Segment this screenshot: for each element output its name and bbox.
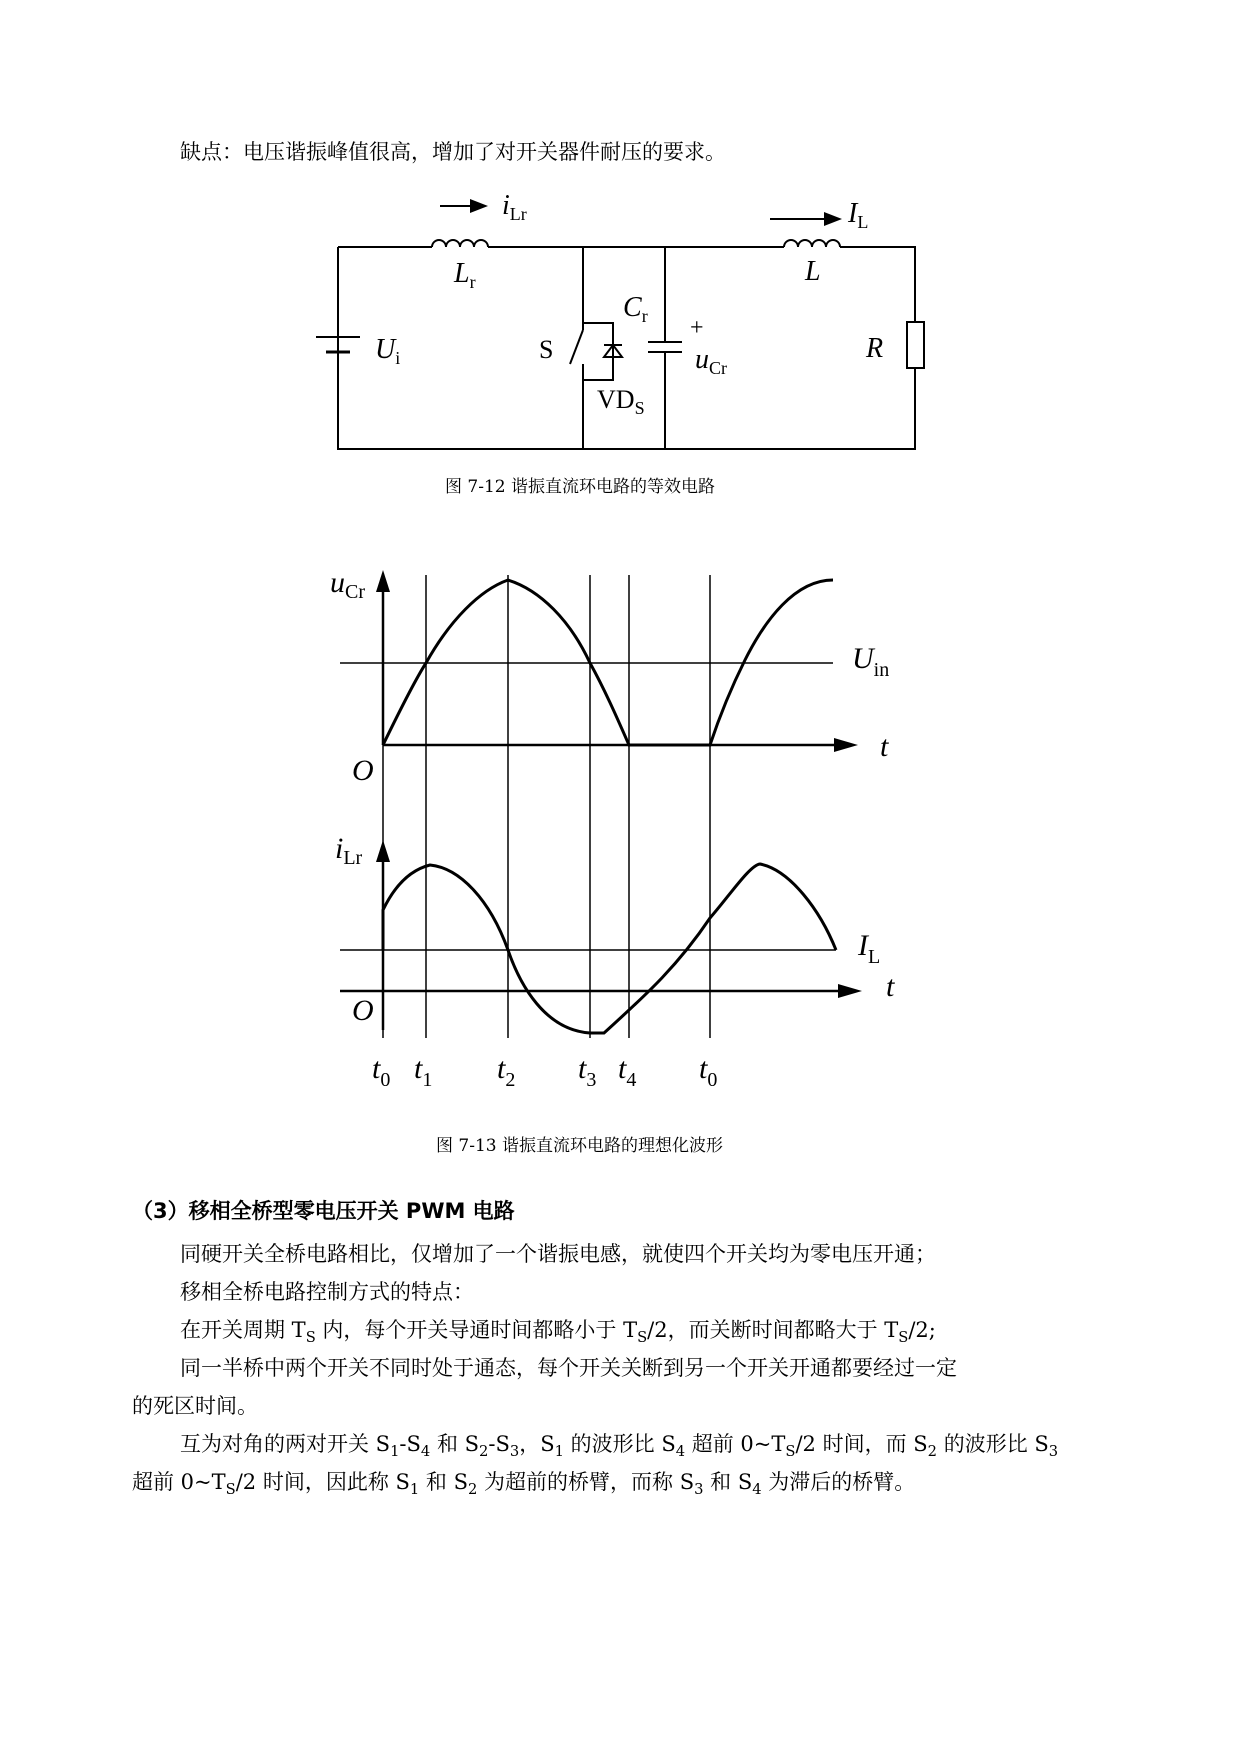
caption-fig13: 图 7-13 谐振直流环电路的理想化波形 bbox=[436, 1136, 723, 1156]
label-l: L bbox=[805, 256, 821, 287]
label-s: S bbox=[539, 335, 554, 364]
label-cr: $C_r$ bbox=[623, 292, 648, 326]
top-origin: O bbox=[352, 754, 374, 787]
label-plus: + bbox=[690, 315, 704, 341]
paragraph-5-line-1: 互为对角的两对开关 $S_1-S_4$ 和 $S_2-S_3$，$S_1$ 的波形比 $S_4$ 超前 $0\sim T_S/2$ 时间，而 $S_2$ 的波形比 $S_3$ bbox=[180, 1432, 1059, 1461]
wire-left bbox=[338, 247, 915, 449]
inductor-l bbox=[784, 240, 840, 247]
label-ucr: $u_{Cr}$ bbox=[695, 344, 727, 378]
arrow-x-bottom bbox=[838, 984, 862, 998]
label-il: $I_L$ bbox=[848, 198, 869, 232]
tick-label-t2: $t_2$ bbox=[497, 1052, 516, 1091]
inductor-lr bbox=[432, 240, 488, 247]
switch-s bbox=[570, 330, 583, 364]
label-ilr: $i_{Lr}$ bbox=[502, 190, 527, 224]
label-vds: $VD_S$ bbox=[597, 385, 645, 418]
paragraph-3: 在开关周期 $T_S$ 内，每个开关导通时间都略小于 $T_S/2$，而关断时间都略大于 $T_S/2$; bbox=[180, 1318, 936, 1347]
top-xlabel: t bbox=[880, 730, 889, 763]
tick-label-t0b: $t_0$ bbox=[699, 1052, 718, 1091]
waveform-diagram bbox=[0, 560, 1241, 1140]
tick-label-t0: $t_0$ bbox=[372, 1052, 391, 1091]
paragraph-5-line-2: 超前 $0\sim T_S/2$ 时间，因此称 $S_1$ 和 $S_2$ 为超前的桥臂，而称 $S_3$ 和 $S_4$ 为滞后的桥臂。 bbox=[132, 1470, 916, 1499]
wire-top-right bbox=[840, 247, 915, 322]
label-ui: $U_i$ bbox=[375, 334, 401, 368]
bottom-xlabel: t bbox=[886, 970, 895, 1003]
bottom-ylabel: $i_{Lr}$ bbox=[335, 832, 363, 869]
top-ylabel: $u_{Cr}$ bbox=[330, 566, 365, 603]
paragraph-1: 同硬开关全桥电路相比，仅增加了一个谐振电感，就使四个开关均为零电压开通； bbox=[180, 1242, 936, 1266]
paragraph-4-line-2: 的死区时间。 bbox=[132, 1394, 258, 1418]
caption-fig12: 图 7-12 谐振直流环电路的等效电路 bbox=[445, 477, 715, 497]
arrow-y-bottom bbox=[376, 840, 390, 862]
top-level-label: $U_{in}$ bbox=[852, 642, 890, 681]
resistor-r bbox=[907, 322, 924, 368]
paragraph-4-line-1: 同一半桥中两个开关不同时处于通态，每个开关关断到另一个开关开通都要经过一定 bbox=[180, 1356, 957, 1380]
label-r: R bbox=[866, 333, 884, 364]
arrow-y-top bbox=[376, 570, 390, 592]
paragraph-2: 移相全桥电路控制方式的特点： bbox=[180, 1280, 474, 1304]
waveform-ilr bbox=[383, 864, 836, 1033]
bottom-origin: O bbox=[352, 994, 374, 1027]
intro-line: 缺点：电压谐振峰值很高，增加了对开关器件耐压的要求。 bbox=[180, 140, 726, 164]
circuit-diagram bbox=[0, 0, 1241, 480]
bottom-level-label: $I_L$ bbox=[858, 929, 881, 968]
tick-label-t1: $t_1$ bbox=[414, 1052, 433, 1091]
section-heading: （3）移相全桥型零电压开关 PWM 电路 bbox=[132, 1199, 515, 1223]
label-lr: $L_r$ bbox=[454, 258, 476, 292]
tick-label-t3: $t_3$ bbox=[578, 1052, 597, 1091]
tick-label-t4: $t_4$ bbox=[618, 1052, 637, 1091]
arrow-x-top bbox=[834, 738, 858, 752]
